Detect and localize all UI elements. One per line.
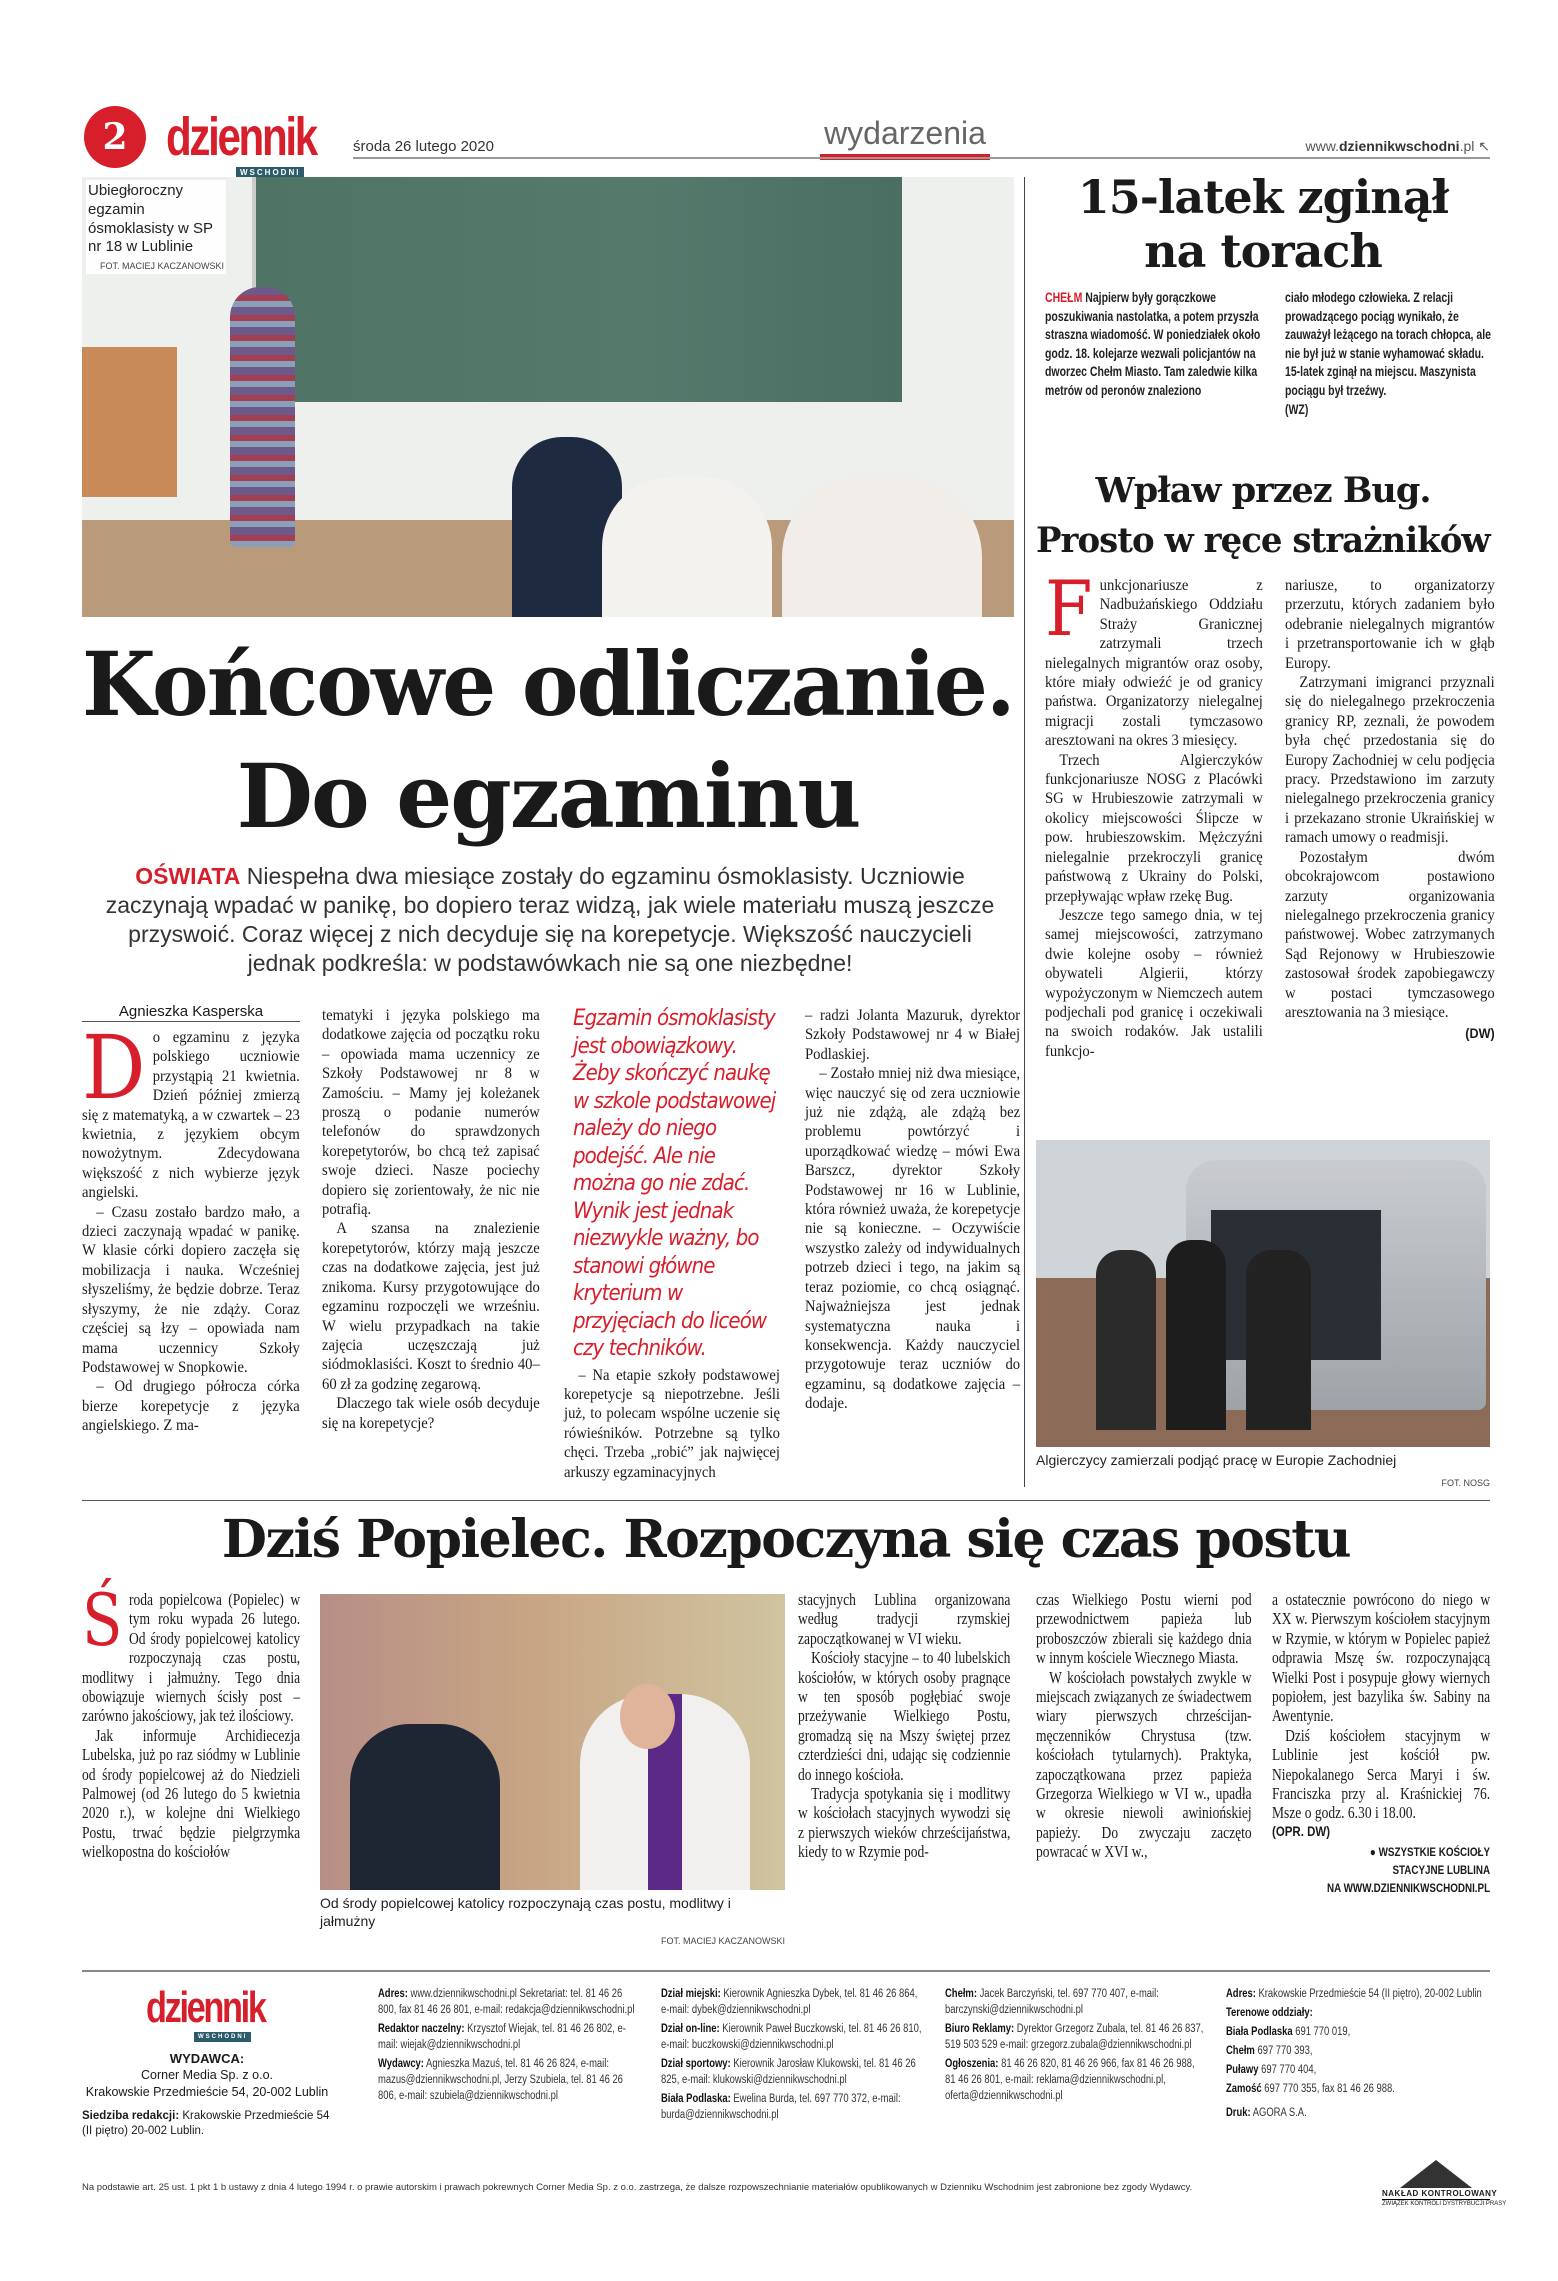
photo-caption: Od środy popielcowej katolicy rozpoczynają czas postu, modlitwy i jałmużny bbox=[320, 1895, 731, 1929]
lent-column-5 bbox=[1272, 1590, 1490, 1897]
paragraph: Jeszcze tego samego dnia, w tej samej miejscowości, zatrzymano dwie kolejne osoby – również obywateli Algierii, którzy wypożyczonym w Niemczech autem podjechali pod granicę i oczekiwali na swoich rodaków. Jak ustalili funkcjo- bbox=[1045, 904, 1263, 1060]
contact-text: Ewelina Burda, tel. 697 770 372, e-mail: burda@dziennikwschodni.pl bbox=[661, 2093, 901, 2121]
contact-entry bbox=[1226, 2081, 1490, 2097]
cursor-icon: ↖ bbox=[1478, 138, 1490, 154]
paragraph: Pozostałym dwóm obcokrajowcom postawiono zarzuty organizowania nielegalnego przekroczenia granicy państwowej. Wobec zatrzymanych Sąd Rejonowy w Hrubieszowie zastosował środek zapobiegawczy w postaci tymczasowego aresztowania na 3 miesiące. bbox=[1285, 846, 1495, 1021]
seat-address: Krakowskie Przedmieście 54 (II piętro) 20-002 Lublin. bbox=[82, 2110, 330, 2137]
seat-label: Siedziba redakcji: bbox=[82, 2110, 180, 2122]
paragraph: Trzech Algierczyków funkcjonariusze NOSG z Placówki SG w Hrubieszowie zatrzymali w okolicy miejscowości Ślipcze w pow. hrubieszowskim. Mężczyźni nielegalnie przekroczyli granicę państwową z Ukrainy do Polski, przepływając wpław rzekę Bug. bbox=[1045, 749, 1263, 905]
contact-text: 691 770 019, bbox=[1295, 2026, 1351, 2038]
header-rule bbox=[353, 157, 1490, 159]
issue-date: środa 26 lutego 2020 bbox=[353, 138, 494, 155]
contact-text: 697 770 393, bbox=[1257, 2045, 1313, 2057]
article-signature: (DW) bbox=[1465, 1025, 1495, 1042]
contact-label: Adres: bbox=[1226, 1988, 1256, 2000]
footer-contacts-3 bbox=[945, 1986, 1207, 2107]
paragraph: Zatrzymani imigranci przyznali się do nielegalnego przekroczenia granicy RP, zeznali, że powodem była chęć przedostania się do Europy Zachodniej w celu podjęcia pracy. Przedstawiono im zarzuty nielegalnego przekroczenia granicy i przekazano stronie Ukraińskiej w ramach umowy o readmisji. bbox=[1285, 672, 1495, 847]
article-column-1 bbox=[82, 1016, 300, 1435]
website-suffix: .pl bbox=[1459, 138, 1475, 154]
brief-text: ciało młodego człowieka. Z relacji prowadzącego pociąg wynikało, że zauważył leżącego na torach chłopca, ale nie był już w stanie wyhamować składu. 15-latek zginął na miejscu. Maszynista pociągu był trzeźwy. bbox=[1285, 289, 1491, 398]
badge-emblem-icon bbox=[1400, 2160, 1472, 2188]
printer-name: AGORA S.A. bbox=[1252, 2107, 1307, 2119]
lent-column-4 bbox=[1036, 1590, 1252, 1862]
contact-label: Dział miejski: bbox=[661, 1988, 721, 2000]
contact-entry bbox=[378, 2056, 638, 2104]
paragraph: tematyki i języka polskiego ma dodatkowe zajęcia od początku roku – opowiada mama uczennicy ze Szkoły Podstawowej nr 8 w Zamościu. – Mamy jej koleżanek proszą o podanie numerów telefonów do sprawdzonych korepetytorów, bo chcą też zapisać swoje dzieci. Nasze pociechy dopiero się zorientowały, że nic nie potrafią. bbox=[322, 1005, 540, 1219]
contact-label: Ogłoszenia: bbox=[945, 2058, 999, 2070]
copyright-disclaimer: Na podstawie art. 25 ust. 1 pkt 1 b ustawy z dnia 4 lutego 1994 r. o prawie autorskim i prawach pokrewnych Corner Media Sp. z o.o. zastrzega, że dalsze rozpowszechnianie materiałów opublikowanych w Dzienniku Wschodnim jest zabronione bez zgody Wydawcy. bbox=[82, 2182, 1193, 2193]
article-column-4 bbox=[805, 1005, 1020, 1413]
border-guard-van-photo bbox=[1036, 1140, 1490, 1447]
ash-wednesday-photo bbox=[320, 1594, 785, 1890]
paragraph: stacyjnych Lublina organizowana według tradycji rzymskiej zapoczątkowanej w VI wieku. bbox=[798, 1590, 1011, 1648]
contact-text: Kierownik Paweł Buczkowski, tel. 81 46 26 810, e-mail: buczkowski@dziennikwschodni.pl bbox=[661, 2023, 922, 2051]
article-column-2 bbox=[322, 1005, 540, 1432]
contact-label: Wydawcy: bbox=[378, 2058, 424, 2070]
publisher-label: WYDAWCA: bbox=[169, 2051, 245, 2066]
photo-credit: FOT. MACIEJ KACZANOWSKI bbox=[660, 1936, 785, 1946]
photo-caption: Algierczycy zamierzali podjąć pracę w Europie Zachodniej bbox=[1036, 1452, 1397, 1468]
priest-head bbox=[620, 1684, 675, 1749]
drop-cap: F bbox=[1045, 564, 1093, 653]
headline-line: Końcowe odliczanie. bbox=[82, 632, 1014, 736]
contact-text: Agnieszka Mazuś, tel. 81 46 26 824, e-mail: mazus@dziennikwschodni.pl, Jerzy Szubiela, tel. 81 46 26 806, e-mail: szubiela@dziennikwschodni.pl bbox=[378, 2058, 623, 2102]
publisher-name: Corner Media Sp. z o.o. bbox=[140, 2068, 273, 2082]
paragraph: unkcjonariusze z Nadbużańskiego Oddziału Straży Granicznej zatrzymali trzech nielegalnych migrantów oraz osoby, które miały odwieźć je od granicy państwa. Organizatorzy nielegalnej migracji zostali tymczasowo aresztowani na okres 3 miesięcy. bbox=[1045, 575, 1263, 750]
paragraph: – Od drugiego półrocza córka bierze korepetycje z języka angielskiego. Z ma- bbox=[82, 1376, 300, 1435]
contact-text: Krakowskie Przedmieście 54 (II piętro), 20-002 Lublin bbox=[1258, 1988, 1482, 2000]
paragraph: Tradycja spotykania się i modlitwy w kościołach stacyjnych wywodzi się z pierwszych wieków chrześcijaństwa, kiedy to w Rzymie pod- bbox=[798, 1784, 1011, 1862]
headline-line: Wpław przez Bug. bbox=[1095, 470, 1431, 511]
main-headline bbox=[82, 628, 1014, 852]
promo-link[interactable] bbox=[1272, 1843, 1490, 1897]
paragraph: Jak informuje Archidiecezja Lubelska, już po raz siódmy w Lublinie od środy popielcowej aż do Niedzieli Palmowej (od 26 lutego do 5 kwietnia 2020 r.), w kolejne dni Wielkiego Postu, trwać będzie pielgrzymka wielkopostna do kościołów bbox=[82, 1725, 301, 1862]
brief-column-2 bbox=[1285, 288, 1495, 418]
paragraph: Dziś kościołem stacyjnym w Lublinie jest kościół pw. Niepokalanego Serca Maryi i św. Franciszka przy al. Kraśnickiej 76. Msze o godz. 6.30 i 18.00. bbox=[1272, 1725, 1491, 1823]
paragraph: czas Wielkiego Postu wierni pod przewodnictwem papieża lub proboszczów zbierali się każdego dnia w innym kościele Wiecznego Miasta. bbox=[1036, 1590, 1252, 1668]
contact-label: Chełm: bbox=[945, 1988, 977, 2000]
paragraph: – Czasu zostało bardzo mało, a dzieci zaczynają wpadać w panikę. W klasie córki dopiero zaczęła się mobilizacja i nauka. Wcześniej słyszeliśmy, że będzie dobrze. Teraz słyszymy, że nie zdąży. Coraz częściej są łzy – opowiada nam mama uczennicy Szkoły Podstawowej w Snopkowie. bbox=[82, 1201, 300, 1376]
headline-line: Prosto w ręce strażników bbox=[1036, 520, 1490, 561]
publisher-address: Krakowskie Przedmieście 54, 20-002 Lublin bbox=[85, 2085, 329, 2099]
bug-headline bbox=[1036, 466, 1490, 566]
print-label: Druk: bbox=[1226, 2107, 1251, 2119]
pull-quote: Egzamin ósmoklasisty jest obowiązkowy. Żeby skończyć naukę w szkole podstawowej należy do niego podejść. Ale nie można go nie zdać. Wynik jest jednak niezwykle ważny, bo stanowi główne kryterium w przyjęciach do liceów czy techników. bbox=[573, 1006, 776, 1361]
logo-subtitle: WSCHODNI bbox=[236, 167, 304, 179]
student-figure bbox=[782, 477, 982, 617]
footer-contacts-2 bbox=[661, 1986, 923, 2126]
lent-column-3 bbox=[798, 1590, 1010, 1862]
website-link[interactable] bbox=[1280, 138, 1490, 155]
contact-label: Puławy bbox=[1226, 2064, 1259, 2076]
contact-label: Dział on-line: bbox=[661, 2023, 720, 2035]
contact-entry bbox=[1226, 2043, 1490, 2059]
contact-text: Krzysztof Wiejak, tel. 81 46 26 802, e-mail: wiejak@dziennikwschodni.pl bbox=[378, 2023, 626, 2051]
paragraph: – Na etapie szkoły podstawowej korepetycje są niepotrzebne. Jeśli już, to polecam wspólne uczenie się rówieśników. Potrzebne są tylko chęci. Trzeba „robić” jak najwięcej arkuszy egzaminacyjnych bbox=[564, 1364, 780, 1481]
contact-entry bbox=[1226, 1986, 1490, 2002]
contact-label: Biała Podlaska: bbox=[661, 2093, 731, 2105]
contact-entry bbox=[945, 2056, 1207, 2104]
contact-entry bbox=[661, 2021, 923, 2053]
contact-label: Biała Podlaska bbox=[1226, 2026, 1293, 2038]
photo-credit: FOT. MACIEJ KACZANOWSKI bbox=[99, 261, 224, 271]
paragraph: roda popielcowa (Popielec) w tym roku wypada 26 lutego. Od środy popielcowej katolicy rozpoczynają czas postu, modlitwy i jałmużny. Tego dnia obowiązuje wiernych ścisły post – zarówno jakościowy, jak też ilościowy. bbox=[82, 1590, 301, 1726]
footer-logo bbox=[82, 1984, 332, 2046]
logo-subtitle: WSCHODNI bbox=[194, 2032, 251, 2042]
contact-text: Jacek Barczyński, tel. 697 770 407, e-mail: barczynski@dziennikwschodni.pl bbox=[945, 1988, 1159, 2016]
page-number: 2 bbox=[84, 106, 146, 168]
lent-column-1 bbox=[82, 1578, 301, 1862]
person-figure bbox=[1166, 1240, 1226, 1430]
lead-text: Niespełna dwa miesiące zostały do egzaminu ósmoklasisty. Uczniowie zaczynają wpadać w panikę, bo dopiero teraz widzą, jak wiele materiału muszą jeszcze przyswoić. Coraz więcej z nich decyduje się na korepetycje. Większość nauczycieli jednak podkreśla: w podstawówkach nie są one niezbędne! bbox=[105, 863, 995, 976]
photo-caption-box bbox=[86, 180, 226, 274]
contact-entry bbox=[945, 1986, 1207, 2018]
promo-line: STACYJNE LUBLINA bbox=[1392, 1862, 1491, 1877]
article-column-3 bbox=[564, 1005, 780, 1481]
teacher-figure bbox=[230, 287, 295, 547]
footer-publisher bbox=[82, 1984, 332, 2139]
footer-contacts-4 bbox=[1226, 1986, 1490, 2121]
headline-line: na torach bbox=[1144, 224, 1382, 278]
contact-label: Dział sportowy: bbox=[661, 2058, 731, 2070]
contact-label: Zamość bbox=[1226, 2083, 1262, 2095]
badge-subtitle: ZWIĄZEK KONTROLI DYSTRYBUCJI PRASY bbox=[1382, 2201, 1507, 2207]
logo-text: dziennik bbox=[146, 1983, 265, 2032]
column-divider bbox=[1024, 177, 1025, 1487]
chalkboard bbox=[252, 177, 902, 402]
paragraph: Kościoły stacyjne – to 40 lubelskich kościołów, w których osoby pragnące w ten sposób pogłębiać swoje przeżywanie Wielkiego Postu, gromadzą się na Mszy świętej przez czterdzieści dni, udając się codziennie do innego kościoła. bbox=[798, 1648, 1011, 1784]
paragraph: a ostatecznie powrócono do niego w XX w. Pierwszym kościołem stacyjnym w Rzymie, w którym w Popielec papież odprawia Mszę św. rozpoczynającą Wielki Post i posypuje głowy wiernych popiołem, jest bazylika św. Sabiny na Awentynie. bbox=[1272, 1590, 1491, 1726]
guard-figure bbox=[1246, 1250, 1311, 1430]
contact-text: Dyrektor Grzegorz Zubala, tel. 81 46 26 837, 519 503 529 e-mail: grzegorz.zubala@dziennikwschodni.pl bbox=[945, 2023, 1204, 2051]
contact-label: Adres: bbox=[378, 1988, 408, 2000]
website-domain: dziennikwschodni bbox=[1339, 138, 1460, 154]
contact-text: www.dziennikwschodni.pl Sekretariat: tel. 81 46 26 800, fax 81 46 26 801, e-mail: redakcja@dziennikwschodni.pl bbox=[378, 1988, 635, 2016]
section-rule bbox=[82, 1500, 1490, 1501]
paragraph: o egzaminu z języka polskiego uczniowie przystąpią 21 kwietnia. Dzień później zmierzą się z matematyką, a w czwartek – 23 kwietnia, z językiem obcym nowożytnym. Zdecydowana większość z nich wybierze język angielski. bbox=[82, 1027, 300, 1202]
paragraph: nariusze, to organizatorzy przerzutu, których zadaniem było odebranie nielegalnych migrantów i przetransportowanie ich w głąb Europy. bbox=[1285, 575, 1495, 672]
brief-headline bbox=[1036, 170, 1490, 278]
contact-entry bbox=[661, 2056, 923, 2088]
photo-caption: Ubiegłoroczny egzamin ósmoklasisty w SP nr 18 w Lublinie bbox=[88, 182, 213, 256]
paragraph: – radzi Jolanta Mazuruk, dyrektor Szkoły Podstawowej nr 4 w Białej Podlaskiej. bbox=[805, 1005, 1021, 1063]
headline-line: 15-latek zginął bbox=[1077, 170, 1449, 224]
paragraph: Dlaczego tak wiele osób decyduje się na korepetycje? bbox=[322, 1393, 540, 1432]
author-byline: Agnieszka Kasperska bbox=[82, 1003, 300, 1022]
contact-text: Kierownik Jarosław Klukowski, tel. 81 46 26 825, e-mail: klukowski@dziennikwschodni.pl bbox=[661, 2058, 916, 2086]
brief-signature: (WZ) bbox=[1285, 400, 1309, 417]
article-signature: (OPR. DW) bbox=[1272, 1822, 1331, 1839]
contact-entry bbox=[1226, 2024, 1490, 2040]
footer-contacts-1 bbox=[378, 1986, 638, 2107]
contact-text: 697 770 404, bbox=[1261, 2064, 1317, 2076]
contact-entry bbox=[378, 2021, 638, 2053]
masthead-logo bbox=[166, 107, 346, 182]
contact-entry bbox=[1226, 2005, 1490, 2021]
paragraph: – Zostało mniej niż dwa miesiące, więc nauczyć się od zera uczniowie już nie zdążą, ale zdążą bez problemu powtórzyć i uporządkować wiedzę – mówi Ewa Barszcz, dyrektor Szkoły Podstawowej nr 16 w Lublinie, która również uważa, że korepetycje nie są konieczne. – Oczywiście wszystko zależy od indywidualnych potrzeb dzieci i tego, na jakim są teraz poziomie, co chcą osiągnąć. Najważniejsza jest jednak systematyczna nauka i konsekwencja. Każdy nauczyciel przygotowuje teraz uczniów do egzaminu, są dodatkowe zajęcia – dodaje. bbox=[805, 1063, 1021, 1413]
drop-cap: Ś bbox=[82, 1578, 123, 1662]
paragraph: A szansa na znalezienie korepetytorów, którzy mają jeszcze czas na dodatkowe zajęcia, jest już znikoma. Kursy przygotowujące do egzaminu rozpoczęli we wrześniu. W wielu przypadkach na takie zajęcia uczęszczają już siódmoklasiści. Koszt to średnio 40–60 zł za godzinę zegarową. bbox=[322, 1218, 540, 1393]
contact-entry bbox=[1226, 2062, 1490, 2078]
logo-text: dziennik bbox=[166, 107, 316, 167]
contact-label: Redaktor naczelny: bbox=[378, 2023, 465, 2035]
headline-line: Dziś Popielec. Rozpoczyna się czas postu bbox=[221, 1509, 1351, 1570]
footer-rule bbox=[82, 1970, 1490, 1972]
contact-text: 697 770 355, fax 81 46 26 988. bbox=[1264, 2083, 1395, 2095]
cabinet bbox=[82, 347, 177, 497]
brief-tag: CHEŁM bbox=[1045, 289, 1083, 305]
brief-column-1 bbox=[1045, 288, 1265, 400]
website-prefix: www. bbox=[1305, 138, 1339, 154]
headline-line: Do egzaminu bbox=[236, 744, 860, 848]
lead-paragraph bbox=[95, 862, 1005, 978]
contact-label: Terenowe oddziały: bbox=[1226, 2007, 1313, 2019]
badge-title: NAKŁAD KONTROLOWANY bbox=[1382, 2189, 1498, 2198]
paragraph: W kościołach powstałych zwykle w miejscach związanych ze świadectwem wiary pierwszych chrześcijan-męczenników Chrystusa (tzw. kościołach tytularnych). Praktyka, zapoczątkowana przez papieża Grzegorza Wielkiego w VI w., upadła w okresie niewoli awiniońskiej papieży. Do zwyczaju zaczęto powracać w XVI w., bbox=[1036, 1667, 1252, 1862]
lent-headline bbox=[82, 1508, 1490, 1572]
student-figure bbox=[602, 477, 772, 617]
section-title: wydarzenia bbox=[824, 115, 986, 151]
brief-text: Najpierw były gorączkowe poszukiwania nastolatka, a potem przyszła straszna wiadomość. W poniedziałek około godz. 18. kolejarze wezwali policjantów na dworzec Chełm Miasto. Tam zaledwie kilka metrów od peronów znaleziono bbox=[1045, 289, 1261, 398]
contact-text: 81 46 26 820, 81 46 26 966, fax 81 46 26 988, 81 46 26 801, e-mail: reklama@dziennikwschodni.pl, oferta@dziennikwschodni.pl bbox=[945, 2058, 1195, 2102]
guard-figure bbox=[1096, 1250, 1156, 1430]
contact-text: Kierownik Agnieszka Dybek, tel. 81 46 26 864, e-mail: dybek@dziennikwschodni.pl bbox=[661, 1988, 918, 2016]
contact-entry bbox=[945, 2021, 1207, 2053]
contact-entry bbox=[378, 1986, 638, 2018]
promo-line: NA WWW.DZIENNIKWSCHODNI.PL bbox=[1327, 1880, 1491, 1895]
contact-entry bbox=[661, 1986, 923, 2018]
contact-label: Biuro Reklamy: bbox=[945, 2023, 1015, 2035]
bug-column-1 bbox=[1045, 564, 1263, 1060]
promo-line: ● WSZYSTKIE KOŚCIOŁY bbox=[1369, 1844, 1491, 1859]
drop-cap: D bbox=[82, 1016, 146, 1119]
contact-entry bbox=[661, 2091, 923, 2123]
bug-column-2 bbox=[1285, 575, 1495, 1041]
man-figure bbox=[350, 1724, 500, 1890]
contact-label: Chełm bbox=[1226, 2045, 1255, 2057]
lead-tag: OŚWIATA bbox=[135, 863, 241, 889]
circulation-badge bbox=[1382, 2160, 1507, 2208]
photo-credit: FOT. NOSG bbox=[1441, 1478, 1490, 1488]
